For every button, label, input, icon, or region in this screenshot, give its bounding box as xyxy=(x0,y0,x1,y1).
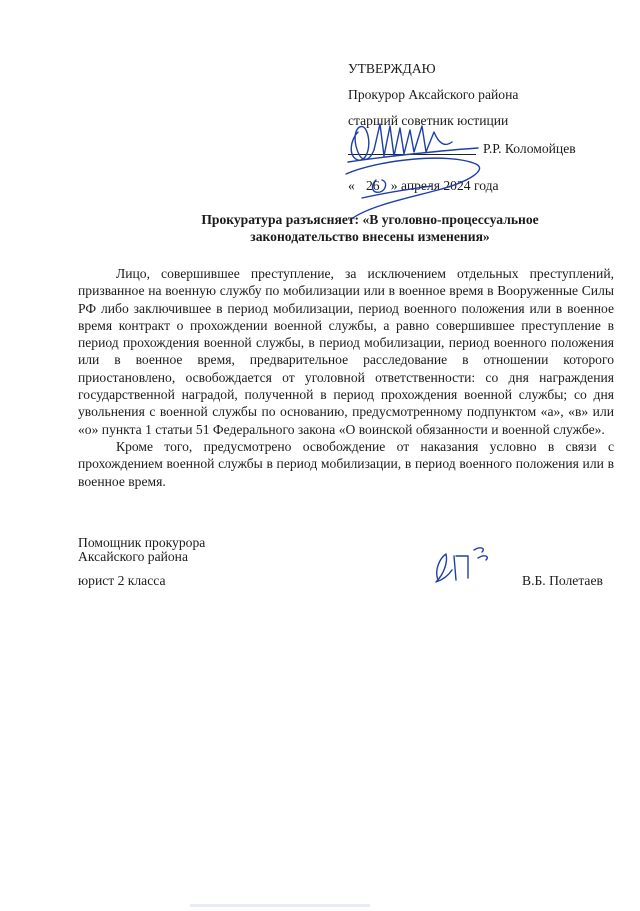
signatory-name: В.Б. Полетаев xyxy=(522,573,603,588)
date-close-quote: » xyxy=(390,178,398,193)
scan-artifact xyxy=(190,904,370,907)
body-paragraph-2: Кроме того, предусмотрено освобождение от наказания условно в связи с прохождением военной службы в период мобилизации, в период военного положения или в военное время. xyxy=(78,438,614,489)
approval-rank: старший советник юстиции xyxy=(348,113,509,128)
date-month-year: апреля 2024 года xyxy=(397,178,499,193)
approval-title: УТВЕРЖДАЮ xyxy=(348,61,436,76)
assistant-signature xyxy=(426,540,506,588)
signatory-position-line-2: Аксайского района xyxy=(78,549,188,564)
date-day: 26 xyxy=(366,178,380,193)
heading-line-2: законодательство внесены изменения» xyxy=(250,229,490,244)
signatory-rank: юрист 2 класса xyxy=(78,573,166,588)
heading-line-1: Прокуратура разъясняет: «В уголовно-процессуальное xyxy=(201,212,539,227)
document-heading xyxy=(160,211,580,245)
signatory-position-line-1: Помощник прокурора xyxy=(78,535,206,550)
approval-position: Прокурор Аксайского района xyxy=(348,87,519,102)
approval-name: Р.Р. Коломойцев xyxy=(483,141,576,156)
date-open-quote: « xyxy=(348,178,355,193)
document-body xyxy=(78,265,614,490)
body-paragraph-1: Лицо, совершившее преступление, за исключением отдельных преступлений, призванное на военную службу по мобилизации или в военное время в Вооруженные Силы РФ либо заключившее в период мобилизации, период военного положения или в военное время контракт о прохождении военной службы, а равно совершившее преступление в период прохождения военной службы, в период мобилизации, период военного положения или в военное время, предварительное расследование в отношении которого приостановлено, освобождается от уголовной ответственности: со дня награждения государственной наградой, полученной в период прохождения военной службы; со дня увольнения с военной службы по основанию, предусмотренному подпунктом «а», «в» или «о» пункта 1 статьи 51 Федерального закона «О воинской обязанности и военной службе». xyxy=(78,266,614,437)
